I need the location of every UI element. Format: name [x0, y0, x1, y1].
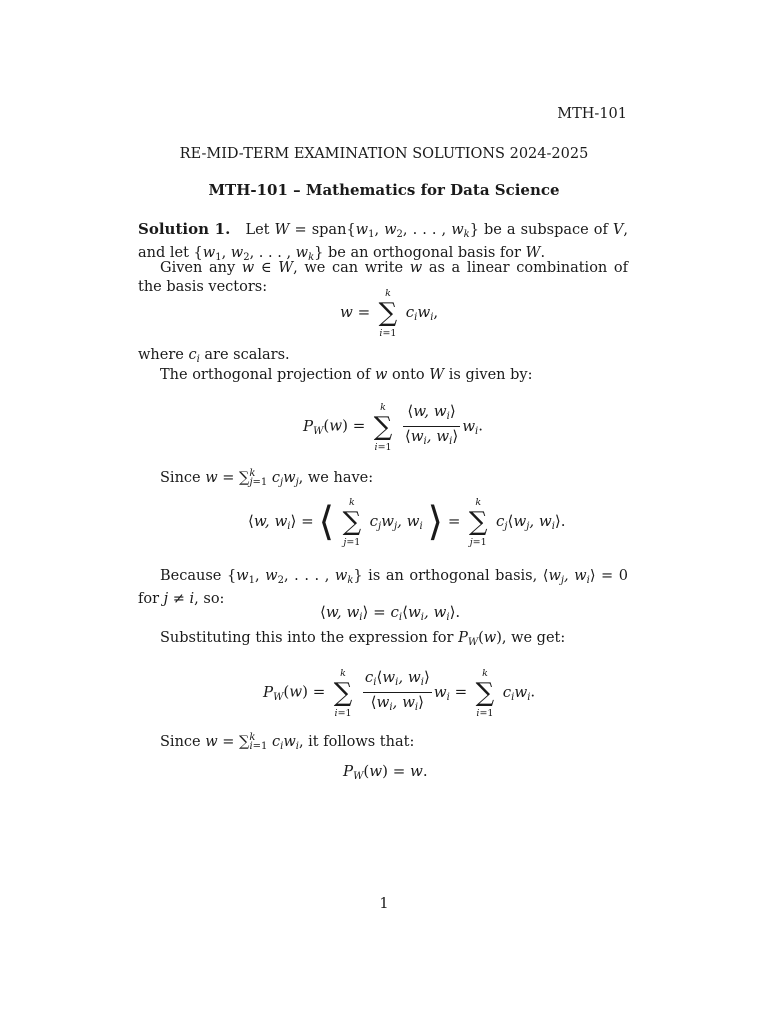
- header-course-code: MTH-101: [557, 106, 627, 122]
- equation-5: $P_W(w)$ = k ∑ i=1 $\frac{c_i⟨w_i, w_i⟩}{⟨w_i, w_i⟩}$ $w_i$ = k ∑ i=1 $c_iw_i$.: [263, 667, 536, 719]
- solution-paragraph-6: Because {$w_1$, $w_2$, . . . , $w_k$} is an orthogonal basis, $⟨w_j$, $w_i⟩ = 0$ for j ≠ i, so:: [138, 568, 628, 607]
- equation-1: w = k ∑ i=1 $c_iw_i$,: [340, 288, 439, 339]
- solution-label: Solution 1.: [138, 220, 231, 238]
- solution-paragraph-2: Given any w ∈ W, we can write w as a linear combination of the basis vectors:: [138, 260, 628, 295]
- solution-paragraph-7: Substituting this into the expression for $P_W(w)$, we get:: [160, 630, 566, 648]
- solution-paragraph-3: where $c_i$ are scalars.: [138, 347, 290, 365]
- solution-paragraph-1: Solution 1. Let $W = span\{w_1$, $w_2$, . . . , $w_k$} be a subspace of V, and let {$w_1$, $w_2$, . . . , $w_k$} be an orthogonal basis for W.: [138, 220, 628, 263]
- course-title: MTH-101 – Mathematics for Data Science: [208, 181, 560, 199]
- solution-paragraph-4: The orthogonal projection of w onto W is given by:: [160, 367, 533, 383]
- exam-title: RE-MID-TERM EXAMINATION SOLUTIONS 2024-2025: [179, 146, 589, 162]
- equation-6: $P_W(w) = w$.: [343, 762, 428, 782]
- solution-paragraph-8: Since w = ∑$^k_{i=1}$ $c_iw_i$, it follows that:: [160, 732, 415, 752]
- page-number: 1: [379, 896, 389, 912]
- solution-paragraph-5: Since w = ∑$^k_{j=1}$ $c_jw_j$, we have:: [160, 468, 374, 488]
- equation-3: ⟨w, $w_i⟩$ = ⟨ k ∑ j=1 $c_jw_j$, $w_i$ ⟩ = k ∑ j=1 $c_j⟨w_j$, $w_i⟩$.: [248, 497, 566, 548]
- equation-4: ⟨w, $w_i⟩$ = $c_i⟨w_i$, $w_i⟩$.: [320, 603, 461, 623]
- equation-2: $P_W(w)$ = k ∑ i=1 $\frac{⟨w, w_i⟩}{⟨w_i, w_i⟩}$ $w_i$.: [303, 401, 484, 453]
